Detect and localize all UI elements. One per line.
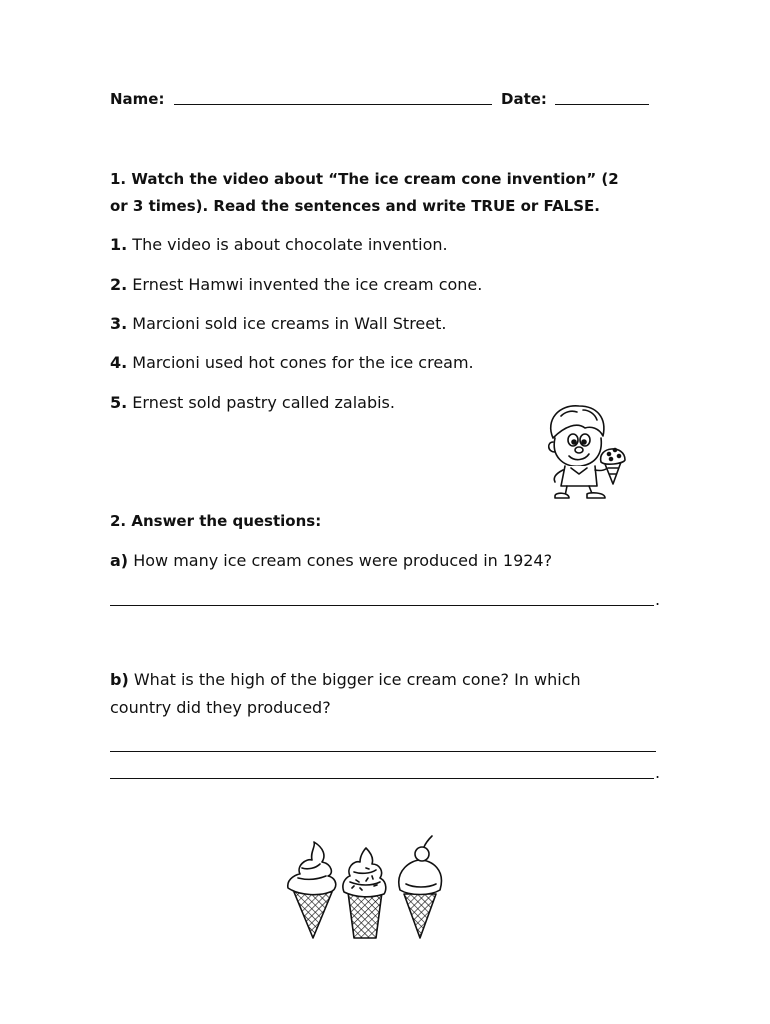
sentence-text: Ernest sold pastry called zalabis. (127, 393, 395, 412)
question-a (110, 551, 552, 570)
question-a-text: How many ice cream cones were produced in 1924? (128, 551, 553, 570)
sentence-text: Marcioni sold ice creams in Wall Street. (127, 314, 447, 333)
question-b-line1 (110, 670, 581, 689)
section2-title: 2. Answer the questions: (110, 512, 322, 530)
name-label: Name: (110, 90, 165, 108)
boy-eating-ice-cream-icon (525, 398, 643, 502)
sentence-2 (110, 275, 482, 294)
sentence-number: 4. (110, 353, 128, 372)
three-ice-cream-cones-icon (280, 834, 450, 942)
date-label: Date: (501, 90, 547, 108)
sentence-1 (110, 235, 448, 254)
sentence-number: 1. (110, 235, 128, 254)
question-b-label: b) (110, 670, 129, 689)
sentence-5 (110, 393, 395, 412)
sentence-number: 2. (110, 275, 128, 294)
question-b-text: What is the high of the bigger ice cream cone? In which (128, 670, 581, 689)
sentence-3 (110, 314, 446, 333)
answer-b-line-2[interactable] (110, 778, 654, 779)
sentence-4 (110, 353, 474, 372)
sentence-number: 3. (110, 314, 128, 333)
answer-a-line[interactable] (110, 605, 654, 606)
question-a-label: a) (110, 551, 129, 570)
section1-title-line2: or 3 times). Read the sentences and write TRUE or FALSE. (110, 197, 600, 215)
answer-a-period: . (655, 590, 661, 609)
name-answer-line[interactable] (174, 104, 492, 105)
sentence-number: 5. (110, 393, 128, 412)
date-answer-line[interactable] (555, 104, 649, 105)
answer-b-line-1[interactable] (110, 751, 656, 752)
section1-title-line1: 1. Watch the video about “The ice cream cone invention” (2 (110, 170, 619, 188)
sentence-text: Marcioni used hot cones for the ice cream. (127, 353, 474, 372)
answer-b-period: . (655, 763, 661, 782)
sentence-text: Ernest Hamwi invented the ice cream cone. (127, 275, 483, 294)
question-b-line2: country did they produced? (110, 698, 331, 717)
sentence-text: The video is about chocolate invention. (127, 235, 448, 254)
